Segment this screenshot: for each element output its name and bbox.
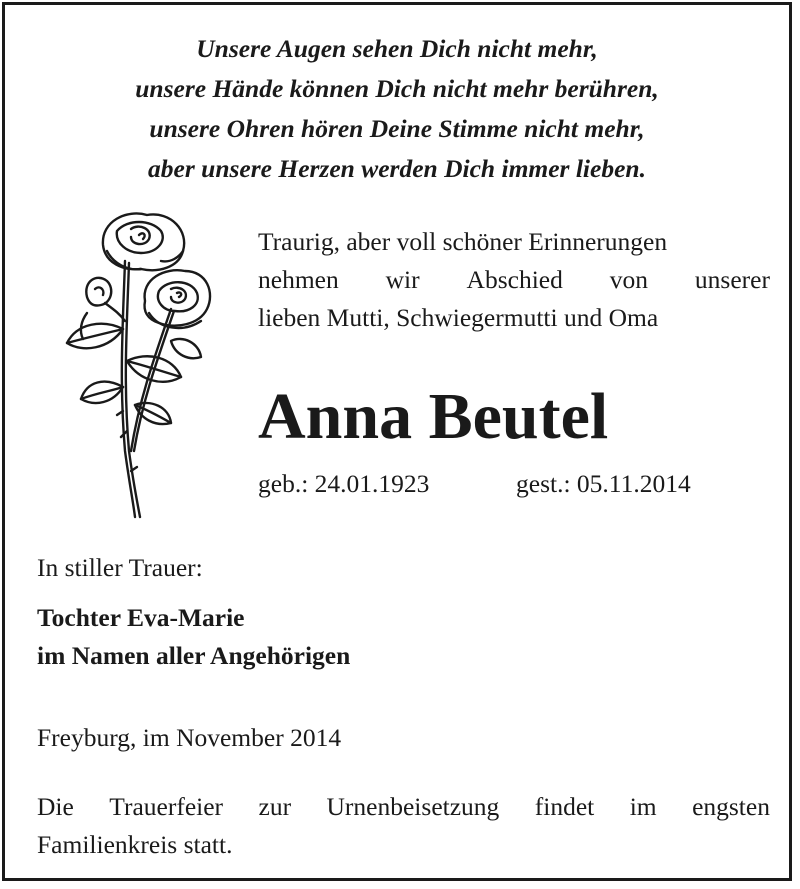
- intro-word: von: [609, 265, 649, 294]
- intro-word: unserer: [694, 265, 770, 294]
- life-dates: [258, 467, 691, 501]
- notice-word: im: [629, 792, 657, 821]
- mourners-heading: In stiller Trauer:: [37, 553, 203, 582]
- birth-date: geb.: 24.01.1923: [258, 469, 430, 498]
- mourner-line: im Namen aller Angehörigen: [37, 641, 351, 670]
- intro-word: Abschied: [466, 265, 563, 294]
- mourners-list: [37, 599, 350, 675]
- death-date: gest.: 05.11.2014: [516, 469, 691, 498]
- poem: [5, 29, 789, 189]
- notice-line: Familienkreis statt.: [37, 830, 233, 859]
- notice-word: Die: [37, 792, 74, 821]
- obituary-notice: [2, 2, 792, 881]
- intro-line: Traurig, aber voll schöner Erinnerungen: [258, 227, 668, 256]
- poem-line: Unsere Augen sehen Dich nicht mehr,: [196, 34, 598, 63]
- funeral-notice: [37, 788, 770, 864]
- intro-word: wir: [385, 265, 420, 294]
- mourner-line: Tochter Eva-Marie: [37, 603, 245, 632]
- poem-line: unsere Hände können Dich nicht mehr berühren,: [135, 74, 659, 103]
- rose-icon: [43, 201, 223, 521]
- notice-word: findet: [534, 792, 595, 821]
- poem-line: unsere Ohren hören Deine Stimme nicht mehr,: [149, 114, 645, 143]
- intro-word: nehmen: [258, 265, 339, 294]
- notice-word: engsten: [692, 792, 770, 821]
- intro-line: lieben Mutti, Schwiegermutti und Oma: [258, 303, 659, 332]
- notice-word: Trauerfeier: [109, 792, 224, 821]
- place-date: Freyburg, im November 2014: [37, 723, 342, 752]
- notice-word: zur: [258, 792, 292, 821]
- intro-text: [258, 223, 770, 337]
- poem-line: aber unsere Herzen werden Dich immer lieben.: [148, 154, 646, 183]
- notice-line-justified: [37, 788, 770, 826]
- intro-line-justified: [258, 261, 770, 299]
- deceased-name: Anna Beutel: [258, 380, 609, 453]
- notice-word: Urnenbeisetzung: [326, 792, 500, 821]
